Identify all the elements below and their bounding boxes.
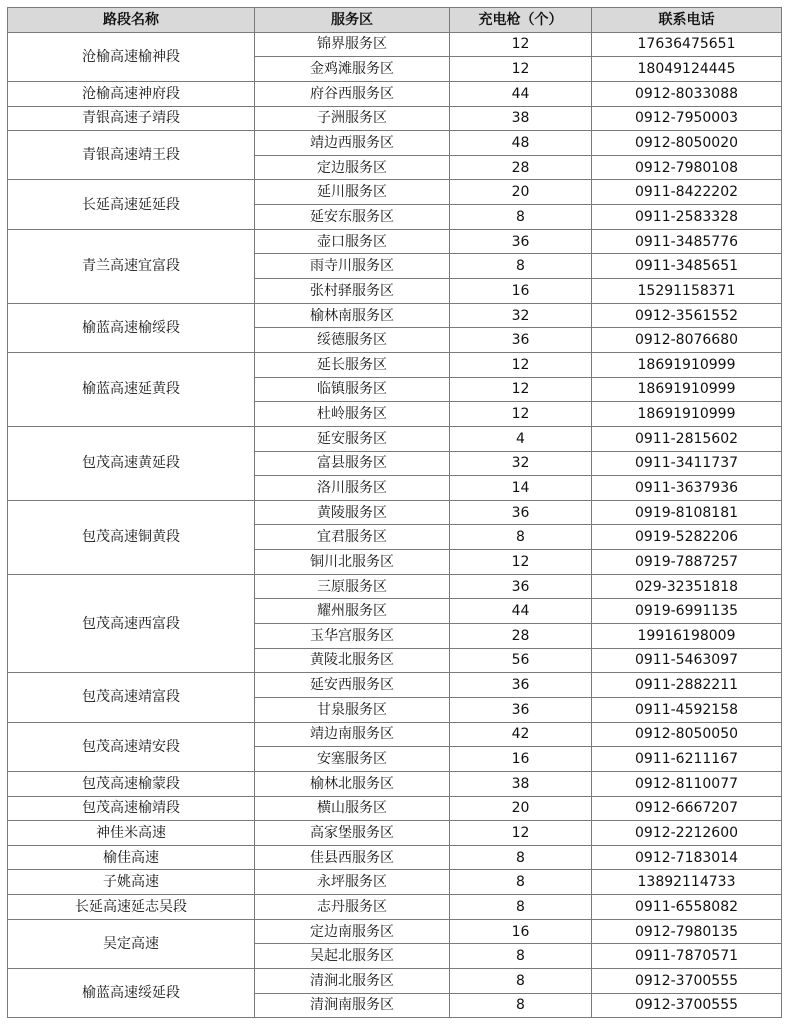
road-section-cell: 榆佳高速 bbox=[8, 845, 255, 870]
charging-table-container bbox=[7, 7, 782, 1018]
road-section-cell: 包茂高速榆靖段 bbox=[8, 796, 255, 821]
table-row bbox=[8, 919, 782, 944]
service-area-cell: 延安东服务区 bbox=[255, 205, 450, 230]
road-section-cell: 沧榆高速神府段 bbox=[8, 81, 255, 106]
contact-phone-cell: 0912-8050020 bbox=[592, 131, 782, 156]
charging-guns-cell: 8 bbox=[450, 525, 592, 550]
service-area-cell: 延长服务区 bbox=[255, 352, 450, 377]
service-area-cell: 定边服务区 bbox=[255, 155, 450, 180]
contact-phone-cell: 17636475651 bbox=[592, 32, 782, 57]
road-section-cell: 包茂高速靖富段 bbox=[8, 673, 255, 722]
contact-phone-cell: 0912-7950003 bbox=[592, 106, 782, 131]
charging-guns-cell: 38 bbox=[450, 106, 592, 131]
service-area-cell: 高家堡服务区 bbox=[255, 821, 450, 846]
service-area-cell: 洛川服务区 bbox=[255, 476, 450, 501]
service-area-cell: 延川服务区 bbox=[255, 180, 450, 205]
table-header-row bbox=[8, 8, 782, 33]
contact-phone-cell: 029-32351818 bbox=[592, 574, 782, 599]
charging-guns-cell: 8 bbox=[450, 895, 592, 920]
charging-guns-cell: 42 bbox=[450, 722, 592, 747]
table-row bbox=[8, 870, 782, 895]
contact-phone-cell: 0911-2882211 bbox=[592, 673, 782, 698]
charging-guns-cell: 44 bbox=[450, 81, 592, 106]
charging-guns-cell: 12 bbox=[450, 402, 592, 427]
charging-guns-cell: 8 bbox=[450, 845, 592, 870]
service-area-cell: 横山服务区 bbox=[255, 796, 450, 821]
charging-guns-cell: 32 bbox=[450, 451, 592, 476]
road-section-cell: 包茂高速西富段 bbox=[8, 574, 255, 673]
contact-phone-cell: 15291158371 bbox=[592, 279, 782, 304]
contact-phone-cell: 18691910999 bbox=[592, 377, 782, 402]
table-row bbox=[8, 106, 782, 131]
table-row bbox=[8, 796, 782, 821]
table-row bbox=[8, 426, 782, 451]
service-area-cell: 永坪服务区 bbox=[255, 870, 450, 895]
service-area-cell: 佳县西服务区 bbox=[255, 845, 450, 870]
service-area-cell: 安塞服务区 bbox=[255, 747, 450, 772]
contact-phone-cell: 0911-3411737 bbox=[592, 451, 782, 476]
road-section-cell: 长延高速延延段 bbox=[8, 180, 255, 229]
road-section-cell: 子姚高速 bbox=[8, 870, 255, 895]
road-section-cell: 榆蓝高速绥延段 bbox=[8, 968, 255, 1017]
table-row bbox=[8, 968, 782, 993]
service-area-cell: 雨寺川服务区 bbox=[255, 254, 450, 279]
contact-phone-cell: 18691910999 bbox=[592, 402, 782, 427]
service-area-cell: 铜川北服务区 bbox=[255, 550, 450, 575]
charging-guns-cell: 16 bbox=[450, 919, 592, 944]
charging-guns-cell: 36 bbox=[450, 673, 592, 698]
contact-phone-cell: 0912-8050050 bbox=[592, 722, 782, 747]
contact-phone-cell: 0912-8033088 bbox=[592, 81, 782, 106]
table-row bbox=[8, 229, 782, 254]
charging-guns-cell: 12 bbox=[450, 32, 592, 57]
table-row bbox=[8, 32, 782, 57]
contact-phone-cell: 0912-2212600 bbox=[592, 821, 782, 846]
contact-phone-cell: 18691910999 bbox=[592, 352, 782, 377]
charging-guns-cell: 8 bbox=[450, 254, 592, 279]
service-area-cell: 张村驿服务区 bbox=[255, 279, 450, 304]
contact-phone-cell: 0912-3700555 bbox=[592, 993, 782, 1018]
table-row bbox=[8, 574, 782, 599]
contact-phone-cell: 0911-7870571 bbox=[592, 944, 782, 969]
contact-phone-cell: 0919-7887257 bbox=[592, 550, 782, 575]
road-section-cell: 包茂高速铜黄段 bbox=[8, 500, 255, 574]
charging-guns-cell: 8 bbox=[450, 205, 592, 230]
service-area-cell: 甘泉服务区 bbox=[255, 697, 450, 722]
service-area-cell: 锦界服务区 bbox=[255, 32, 450, 57]
header-contact-phone: 联系电话 bbox=[592, 8, 782, 33]
service-area-cell: 府谷西服务区 bbox=[255, 81, 450, 106]
service-area-cell: 耀州服务区 bbox=[255, 599, 450, 624]
service-area-cell: 黄陵服务区 bbox=[255, 500, 450, 525]
contact-phone-cell: 0911-3637936 bbox=[592, 476, 782, 501]
service-area-cell: 榆林南服务区 bbox=[255, 303, 450, 328]
service-area-cell: 绥德服务区 bbox=[255, 328, 450, 353]
contact-phone-cell: 13892114733 bbox=[592, 870, 782, 895]
contact-phone-cell: 0911-6211167 bbox=[592, 747, 782, 772]
road-section-cell: 吴定高速 bbox=[8, 919, 255, 968]
contact-phone-cell: 0911-3485651 bbox=[592, 254, 782, 279]
charging-station-table bbox=[7, 7, 782, 1018]
charging-guns-cell: 8 bbox=[450, 968, 592, 993]
service-area-cell: 延安服务区 bbox=[255, 426, 450, 451]
table-row bbox=[8, 821, 782, 846]
service-area-cell: 壶口服务区 bbox=[255, 229, 450, 254]
road-section-cell: 榆蓝高速榆绥段 bbox=[8, 303, 255, 352]
table-row bbox=[8, 131, 782, 156]
table-row bbox=[8, 500, 782, 525]
service-area-cell: 玉华宫服务区 bbox=[255, 624, 450, 649]
table-row bbox=[8, 895, 782, 920]
charging-guns-cell: 28 bbox=[450, 624, 592, 649]
contact-phone-cell: 0911-5463097 bbox=[592, 648, 782, 673]
charging-guns-cell: 4 bbox=[450, 426, 592, 451]
service-area-cell: 定边南服务区 bbox=[255, 919, 450, 944]
service-area-cell: 子洲服务区 bbox=[255, 106, 450, 131]
table-row bbox=[8, 352, 782, 377]
road-section-cell: 青兰高速宜富段 bbox=[8, 229, 255, 303]
service-area-cell: 金鸡滩服务区 bbox=[255, 57, 450, 82]
contact-phone-cell: 0911-6558082 bbox=[592, 895, 782, 920]
road-section-cell: 沧榆高速榆神段 bbox=[8, 32, 255, 81]
charging-guns-cell: 20 bbox=[450, 180, 592, 205]
contact-phone-cell: 19916198009 bbox=[592, 624, 782, 649]
service-area-cell: 志丹服务区 bbox=[255, 895, 450, 920]
contact-phone-cell: 18049124445 bbox=[592, 57, 782, 82]
road-section-cell: 包茂高速靖安段 bbox=[8, 722, 255, 771]
charging-guns-cell: 36 bbox=[450, 500, 592, 525]
road-section-cell: 青银高速子靖段 bbox=[8, 106, 255, 131]
contact-phone-cell: 0912-8076680 bbox=[592, 328, 782, 353]
charging-guns-cell: 12 bbox=[450, 550, 592, 575]
table-row bbox=[8, 673, 782, 698]
road-section-cell: 包茂高速黄延段 bbox=[8, 426, 255, 500]
contact-phone-cell: 0919-6991135 bbox=[592, 599, 782, 624]
charging-guns-cell: 8 bbox=[450, 993, 592, 1018]
charging-guns-cell: 20 bbox=[450, 796, 592, 821]
service-area-cell: 吴起北服务区 bbox=[255, 944, 450, 969]
table-row bbox=[8, 845, 782, 870]
service-area-cell: 富县服务区 bbox=[255, 451, 450, 476]
service-area-cell: 黄陵北服务区 bbox=[255, 648, 450, 673]
contact-phone-cell: 0912-7183014 bbox=[592, 845, 782, 870]
service-area-cell: 靖边西服务区 bbox=[255, 131, 450, 156]
header-charging-guns: 充电枪（个） bbox=[450, 8, 592, 33]
contact-phone-cell: 0912-7980108 bbox=[592, 155, 782, 180]
road-section-cell: 青银高速靖王段 bbox=[8, 131, 255, 180]
charging-guns-cell: 36 bbox=[450, 574, 592, 599]
service-area-cell: 清涧南服务区 bbox=[255, 993, 450, 1018]
charging-guns-cell: 36 bbox=[450, 697, 592, 722]
table-row bbox=[8, 303, 782, 328]
service-area-cell: 清涧北服务区 bbox=[255, 968, 450, 993]
contact-phone-cell: 0911-8422202 bbox=[592, 180, 782, 205]
charging-guns-cell: 14 bbox=[450, 476, 592, 501]
contact-phone-cell: 0912-7980135 bbox=[592, 919, 782, 944]
charging-guns-cell: 16 bbox=[450, 747, 592, 772]
charging-guns-cell: 16 bbox=[450, 279, 592, 304]
contact-phone-cell: 0912-3561552 bbox=[592, 303, 782, 328]
charging-guns-cell: 36 bbox=[450, 229, 592, 254]
contact-phone-cell: 0911-2815602 bbox=[592, 426, 782, 451]
road-section-cell: 包茂高速榆蒙段 bbox=[8, 771, 255, 796]
service-area-cell: 延安西服务区 bbox=[255, 673, 450, 698]
header-road-section: 路段名称 bbox=[8, 8, 255, 33]
header-service-area: 服务区 bbox=[255, 8, 450, 33]
service-area-cell: 宜君服务区 bbox=[255, 525, 450, 550]
contact-phone-cell: 0912-3700555 bbox=[592, 968, 782, 993]
charging-guns-cell: 48 bbox=[450, 131, 592, 156]
contact-phone-cell: 0919-8108181 bbox=[592, 500, 782, 525]
table-row bbox=[8, 722, 782, 747]
contact-phone-cell: 0912-6667207 bbox=[592, 796, 782, 821]
contact-phone-cell: 0912-8110077 bbox=[592, 771, 782, 796]
charging-guns-cell: 8 bbox=[450, 870, 592, 895]
table-body bbox=[8, 32, 782, 1018]
charging-guns-cell: 36 bbox=[450, 328, 592, 353]
charging-guns-cell: 56 bbox=[450, 648, 592, 673]
table-row bbox=[8, 771, 782, 796]
service-area-cell: 靖边南服务区 bbox=[255, 722, 450, 747]
service-area-cell: 杜岭服务区 bbox=[255, 402, 450, 427]
road-section-cell: 神佳米高速 bbox=[8, 821, 255, 846]
contact-phone-cell: 0911-4592158 bbox=[592, 697, 782, 722]
table-row bbox=[8, 180, 782, 205]
road-section-cell: 长延高速延志吴段 bbox=[8, 895, 255, 920]
road-section-cell: 榆蓝高速延黄段 bbox=[8, 352, 255, 426]
service-area-cell: 榆林北服务区 bbox=[255, 771, 450, 796]
charging-guns-cell: 28 bbox=[450, 155, 592, 180]
charging-guns-cell: 8 bbox=[450, 944, 592, 969]
charging-guns-cell: 12 bbox=[450, 57, 592, 82]
charging-guns-cell: 12 bbox=[450, 377, 592, 402]
contact-phone-cell: 0919-5282206 bbox=[592, 525, 782, 550]
contact-phone-cell: 0911-3485776 bbox=[592, 229, 782, 254]
contact-phone-cell: 0911-2583328 bbox=[592, 205, 782, 230]
charging-guns-cell: 38 bbox=[450, 771, 592, 796]
charging-guns-cell: 44 bbox=[450, 599, 592, 624]
service-area-cell: 临镇服务区 bbox=[255, 377, 450, 402]
charging-guns-cell: 12 bbox=[450, 821, 592, 846]
charging-guns-cell: 32 bbox=[450, 303, 592, 328]
charging-guns-cell: 12 bbox=[450, 352, 592, 377]
service-area-cell: 三原服务区 bbox=[255, 574, 450, 599]
table-row bbox=[8, 81, 782, 106]
